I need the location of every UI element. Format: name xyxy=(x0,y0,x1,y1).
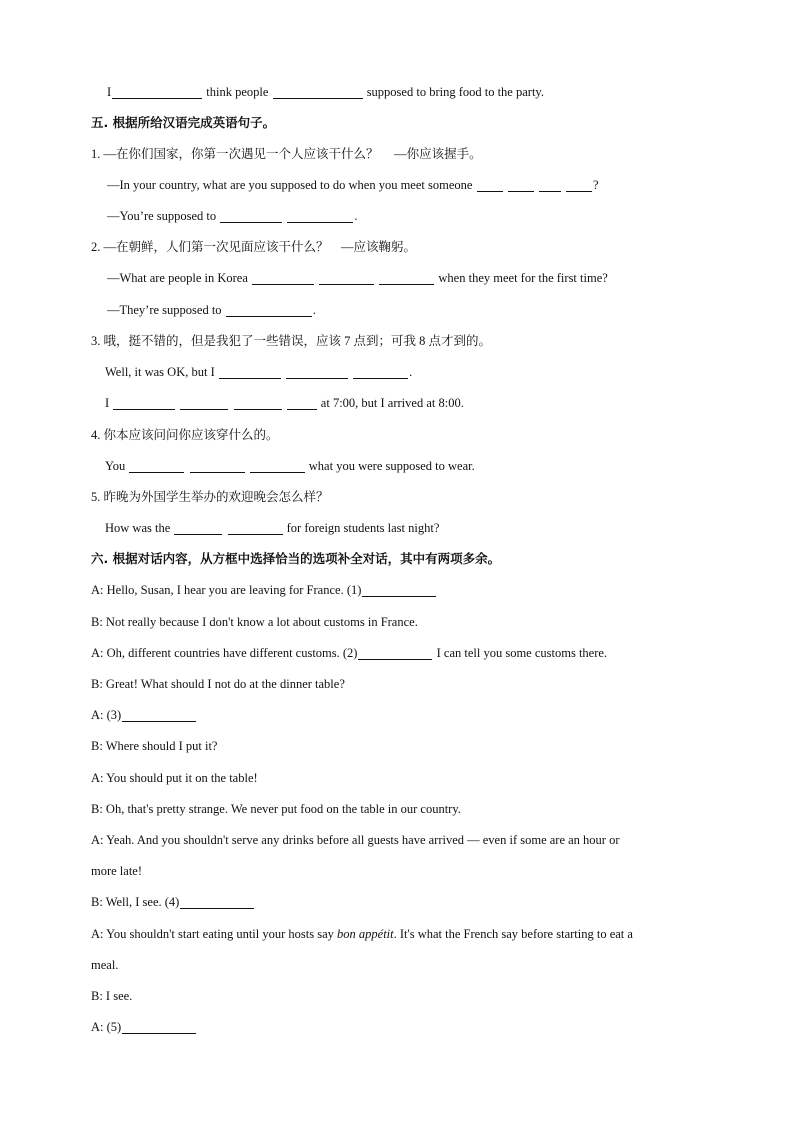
q2-english-1: —What are people in Korea when they meet for the first time? xyxy=(107,271,608,285)
intro-text-c: supposed to bring food to the party. xyxy=(366,85,544,99)
q1-chinese: 1. —在你们国家，你第一次遇见一个人应该干什么？ —你应该握手。 xyxy=(91,147,482,161)
dialogue-line-1: A: Hello, Susan, I hear you are leaving for France. (1) xyxy=(91,582,437,598)
blank[interactable] xyxy=(539,178,561,192)
q2-chinese: 2. —在朝鲜，人们第一次见面应该干什么？ —应该鞠躬。 xyxy=(91,240,417,254)
blank[interactable] xyxy=(508,178,534,192)
blank[interactable] xyxy=(190,459,245,473)
blank-1[interactable] xyxy=(362,583,436,597)
blank-5[interactable] xyxy=(122,1020,196,1034)
blank[interactable] xyxy=(250,459,305,473)
blank[interactable] xyxy=(180,396,228,410)
french-phrase: bon appétit xyxy=(337,927,394,941)
section5-heading: 五. 根据所给汉语完成英语句子。 xyxy=(91,115,276,130)
blank[interactable] xyxy=(174,521,222,535)
blank[interactable] xyxy=(287,209,353,223)
dialogue-line-4: B: Great! What should I not do at the dinner table? xyxy=(91,677,345,691)
q3-english-2: I at 7:00, but I arrived at 8:00. xyxy=(105,396,464,410)
q5-english: How was the for foreign students last night? xyxy=(105,521,440,535)
dialogue-line-2: B: Not really because I don't know a lot about customs in France. xyxy=(91,615,418,629)
q5-chinese: 5. 昨晚为外国学生举办的欢迎晚会怎么样？ xyxy=(91,490,329,504)
dialogue-line-12: A: You shouldn't start eating until your hosts say bon appétit. It's what the French say before starting to eat a xyxy=(91,927,633,941)
q1-english-2: —You’re supposed to . xyxy=(107,209,358,223)
q3-chinese: 3. 哦，挺不错的，但是我犯了一些错误，应该 7 点到；可我 8 点才到的。 xyxy=(91,334,492,348)
blank[interactable] xyxy=(286,365,348,379)
intro-text-a: I xyxy=(107,85,112,99)
blank[interactable] xyxy=(252,271,314,285)
dialogue-line-13: meal. xyxy=(91,958,119,972)
blank[interactable] xyxy=(234,396,282,410)
intro-sentence xyxy=(107,84,544,100)
blank[interactable] xyxy=(220,209,282,223)
q2-english-2: —They’re supposed to . xyxy=(107,303,316,317)
q4-english: You what you were supposed to wear. xyxy=(105,459,475,473)
dialogue-line-3: A: Oh, different countries have different customs. (2) I can tell you some customs there. xyxy=(91,646,608,660)
blank[interactable] xyxy=(226,303,312,317)
blank[interactable] xyxy=(379,271,434,285)
q3-english-1: Well, it was OK, but I . xyxy=(105,365,413,379)
blank[interactable] xyxy=(113,396,175,410)
q4-chinese: 4. 你本应该问问你应该穿什么的。 xyxy=(91,428,279,442)
blank[interactable] xyxy=(566,178,592,192)
dialogue-line-14: B: I see. xyxy=(91,989,133,1003)
blank-3[interactable] xyxy=(122,708,196,722)
q1-english-1: —In your country, what are you supposed to do when you meet someone ? xyxy=(107,178,599,192)
blank[interactable] xyxy=(477,178,503,192)
blank[interactable] xyxy=(228,521,283,535)
blank[interactable] xyxy=(287,396,317,410)
intro-text-b: think people xyxy=(206,85,269,99)
dialogue-line-7: A: You should put it on the table! xyxy=(91,771,258,785)
blank[interactable] xyxy=(319,271,374,285)
dialogue-line-11: B: Well, I see. (4) xyxy=(91,894,255,910)
blank[interactable] xyxy=(112,85,202,99)
blank-2[interactable] xyxy=(358,646,432,660)
dialogue-line-5: A: (3) xyxy=(91,707,197,723)
blank[interactable] xyxy=(273,85,363,99)
dialogue-line-8: B: Oh, that's pretty strange. We never put food on the table in our country. xyxy=(91,802,461,816)
dialogue-line-6: B: Where should I put it? xyxy=(91,739,218,753)
section6-heading: 六. 根据对话内容，从方框中选择恰当的选项补全对话，其中有两项多余。 xyxy=(91,551,501,566)
blank[interactable] xyxy=(219,365,281,379)
dialogue-line-15: A: (5) xyxy=(91,1019,197,1035)
dialogue-line-9: A: Yeah. And you shouldn't serve any drinks before all guests have arrived — even if some are an hour or xyxy=(91,833,620,847)
dialogue-line-10: more late! xyxy=(91,864,143,878)
blank[interactable] xyxy=(129,459,184,473)
blank[interactable] xyxy=(353,365,408,379)
blank-4[interactable] xyxy=(180,895,254,909)
